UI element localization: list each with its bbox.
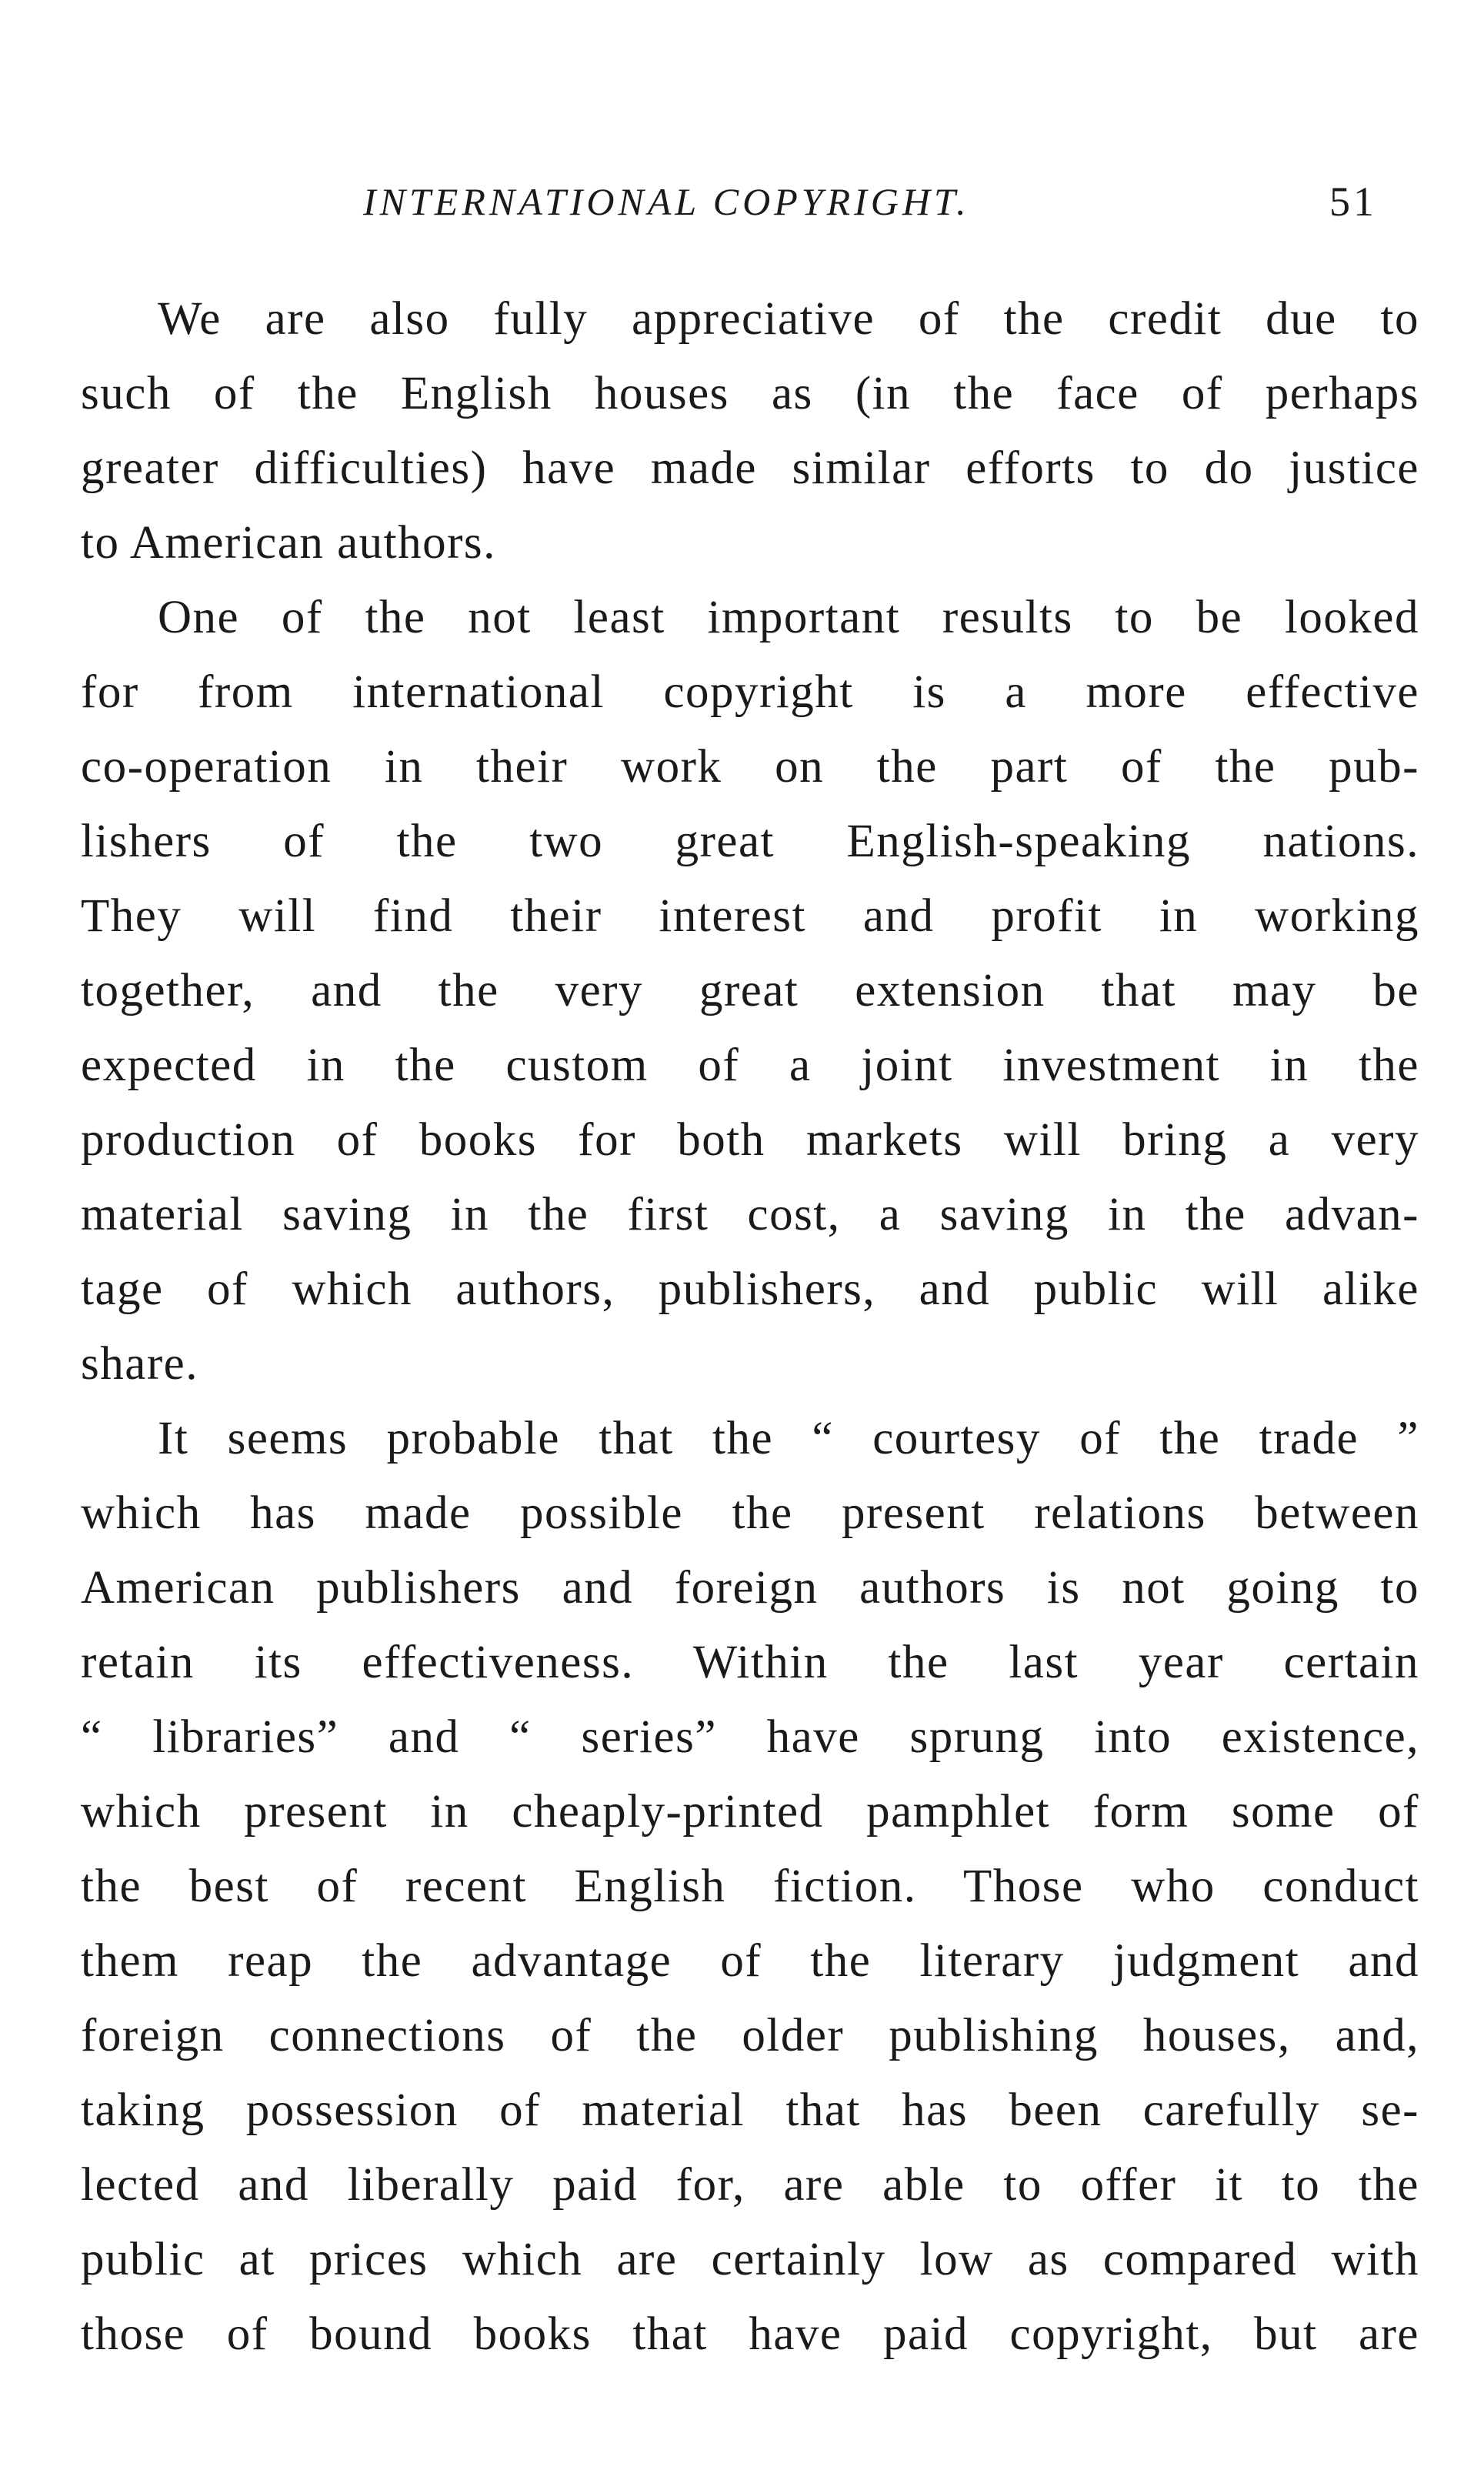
text-line: lishers of the two great English-speaking nations. — [81, 816, 1419, 867]
text-line: foreign connections of the older publishing houses, and, — [81, 2010, 1419, 2061]
page-number: 51 — [1329, 179, 1377, 225]
text-line: American publishers and foreign authors is not going to — [81, 1562, 1419, 1614]
text-line: for from international copyright is a more effective — [81, 666, 1419, 718]
text-line: them reap the advantage of the literary judgment and — [81, 1935, 1419, 1987]
text-line: taking possession of material that has been carefully se- — [81, 2084, 1419, 2136]
text-line: expected in the custom of a joint investment in the — [81, 1040, 1419, 1091]
text-line: tage of which authors, publishers, and public will alike — [81, 1263, 1419, 1315]
text-line: co-operation in their work on the part of the pub- — [81, 741, 1419, 793]
text-line: such of the English houses as (in the face of perhaps — [81, 368, 1419, 419]
text-line: public at prices which are certainly low as compared with — [81, 2234, 1419, 2285]
text-line: the best of recent English fiction. Those who conduct — [81, 1861, 1419, 1912]
text-line: lected and liberally paid for, are able to offer it to the — [81, 2159, 1419, 2211]
running-title: INTERNATIONAL COPYRIGHT. — [363, 180, 970, 223]
text-line: share. — [81, 1338, 198, 1390]
running-head — [0, 171, 1484, 232]
text-line: to American authors. — [81, 517, 496, 569]
text-line: We are also fully appreciative of the credit due to — [158, 293, 1419, 345]
text-line: material saving in the first cost, a saving in the advan- — [81, 1189, 1419, 1240]
text-line: which present in cheaply-printed pamphlet form some of — [81, 1786, 1419, 1837]
text-line: They will find their interest and profit in working — [81, 890, 1419, 942]
text-line: It seems probable that the “ courtesy of the trade ” — [158, 1413, 1419, 1464]
text-line: production of books for both markets will bring a very — [81, 1114, 1419, 1166]
text-line: those of bound books that have paid copyright, but are — [81, 2308, 1419, 2360]
text-line: One of the not least important results to be looked — [158, 592, 1419, 643]
text-line: “ libraries” and “ series” have sprung into existence, — [81, 1711, 1419, 1763]
text-line: together, and the very great extension that may be — [81, 965, 1419, 1016]
text-line: greater difficulties) have made similar efforts to do justice — [81, 442, 1419, 494]
text-line: retain its effectiveness. Within the last year certain — [81, 1637, 1419, 1688]
body-text — [81, 282, 1419, 2372]
text-line: which has made possible the present relations between — [81, 1487, 1419, 1539]
